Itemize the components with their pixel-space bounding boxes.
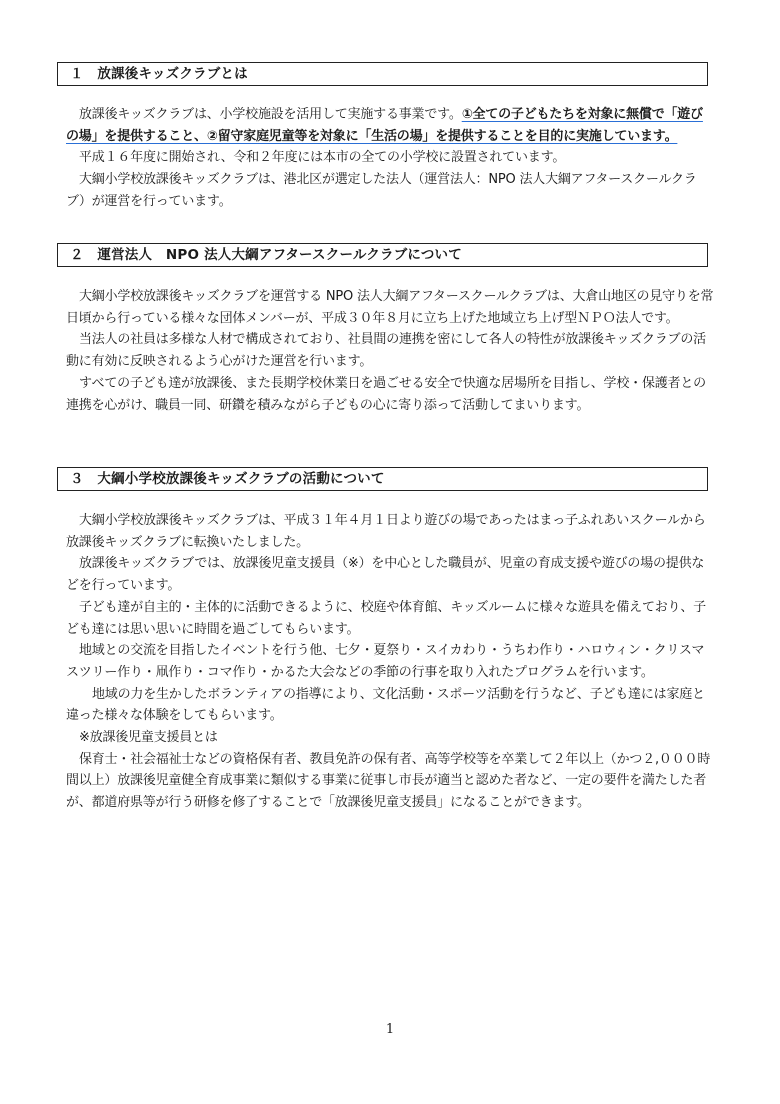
- section-1-body: [66, 104, 714, 213]
- supporter-note-heading: ※放課後児童支援員とは: [79, 730, 218, 746]
- paragraph-text: 放課後キッズクラブは、小学校施設を活用して実施する事業です。: [79, 107, 462, 122]
- section-2-body: [66, 286, 714, 416]
- section-1-heading: １ 放課後キッズクラブとは: [57, 62, 708, 86]
- section-2-paragraph-1: 大綱小学校放課後キッズクラブを運営する NPO 法人大綱アフタースクールクラブは、大倉山地区の見守りを常日頃から行っている様々な団体メンバーが、平成３０年８月に立ち上げた地域立ち上げ型ＮＰＯ法人です。: [66, 289, 714, 326]
- section-2-heading: ２ 運営法人 NPO 法人大綱アフタースクールクラブについて: [57, 243, 708, 267]
- section-3-paragraph-2: 放課後キッズクラブでは、放課後児童支援員（※）を中心とした職員が、児童の育成支援や遊びの場の提供などを行っています。: [66, 556, 705, 594]
- purpose-emphasis: ①全ての子どもたちを対象に無償で「遊びの場」を提供すること、②留守家庭児童等を対象に「生活の場」を提供することを目的に実施しています。: [66, 107, 703, 144]
- section-1-paragraph-2: 平成１６年度に開始され、令和２年度には本市の全ての小学校に設置されています。: [79, 150, 566, 166]
- section-3-paragraph-1: 大綱小学校放課後キッズクラブは、平成３１年４月１日より遊びの場であったはまっ子ふれあいスクールから放課後キッズクラブに転換いたしました。: [66, 513, 706, 550]
- section-3-body: [66, 510, 714, 814]
- page-number: 1: [385, 1022, 395, 1037]
- section-3-paragraph-3: 子ども達が自主的・主体的に活動できるように、校庭や体育館、キッズルームに様々な遊具を備えており、子ども達には思い思いに時間を過ごしてもらいます。: [66, 599, 706, 637]
- section-3-paragraph-5: 地域の力を生かしたボランティアの指導により、文化活動・スポーツ活動を行うなど、子ども達には家庭と違った様々な体験をしてもらいます。: [66, 686, 705, 724]
- supporter-note-body: 保育士・社会福祉士などの資格保有者、教員免許の保有者、高等学校等を卒業して２年以上（かつ２,０００時間以上）放課後児童健全育成事業に類似する事業に従事し市長が適当と認めた者など、一定の要件を満たした者が、都道府県等が行う研修を修了することで「放課後児童支援員」になることができます。: [66, 751, 711, 811]
- section-2-paragraph-3: すべての子ども達が放課後、また長期学校休業日を過ごせる安全で快適な居場所を目指し、学校・保護者との連携を心がけ、職員一同、研鑽を積みながら子どもの心に寄り添って活動してまいります。: [66, 375, 706, 413]
- section-1-paragraph-3: 大綱小学校放課後キッズクラブは、港北区が選定した法人（運営法人：NPO 法人大綱アフタースクールクラブ）が運営を行っています。: [66, 172, 697, 209]
- section-3-heading: ３ 大綱小学校放課後キッズクラブの活動について: [57, 467, 708, 491]
- section-2-paragraph-2: 当法人の社員は多様な人材で構成されており、社員間の連携を密にして各人の特性が放課後キッズクラブの活動に有効に反映されるよう心がけた運営を行います。: [66, 332, 706, 370]
- section-3-paragraph-4: 地域との交流を目指したイベントを行う他、七夕・夏祭り・スイカわり・うちわ作り・ハロウィン・クリスマスツリー作り・凧作り・コマ作り・かるた大会などの季節の行事を取り入れたプログラムを行います。: [66, 643, 705, 680]
- section-1-paragraph-1: [66, 104, 714, 147]
